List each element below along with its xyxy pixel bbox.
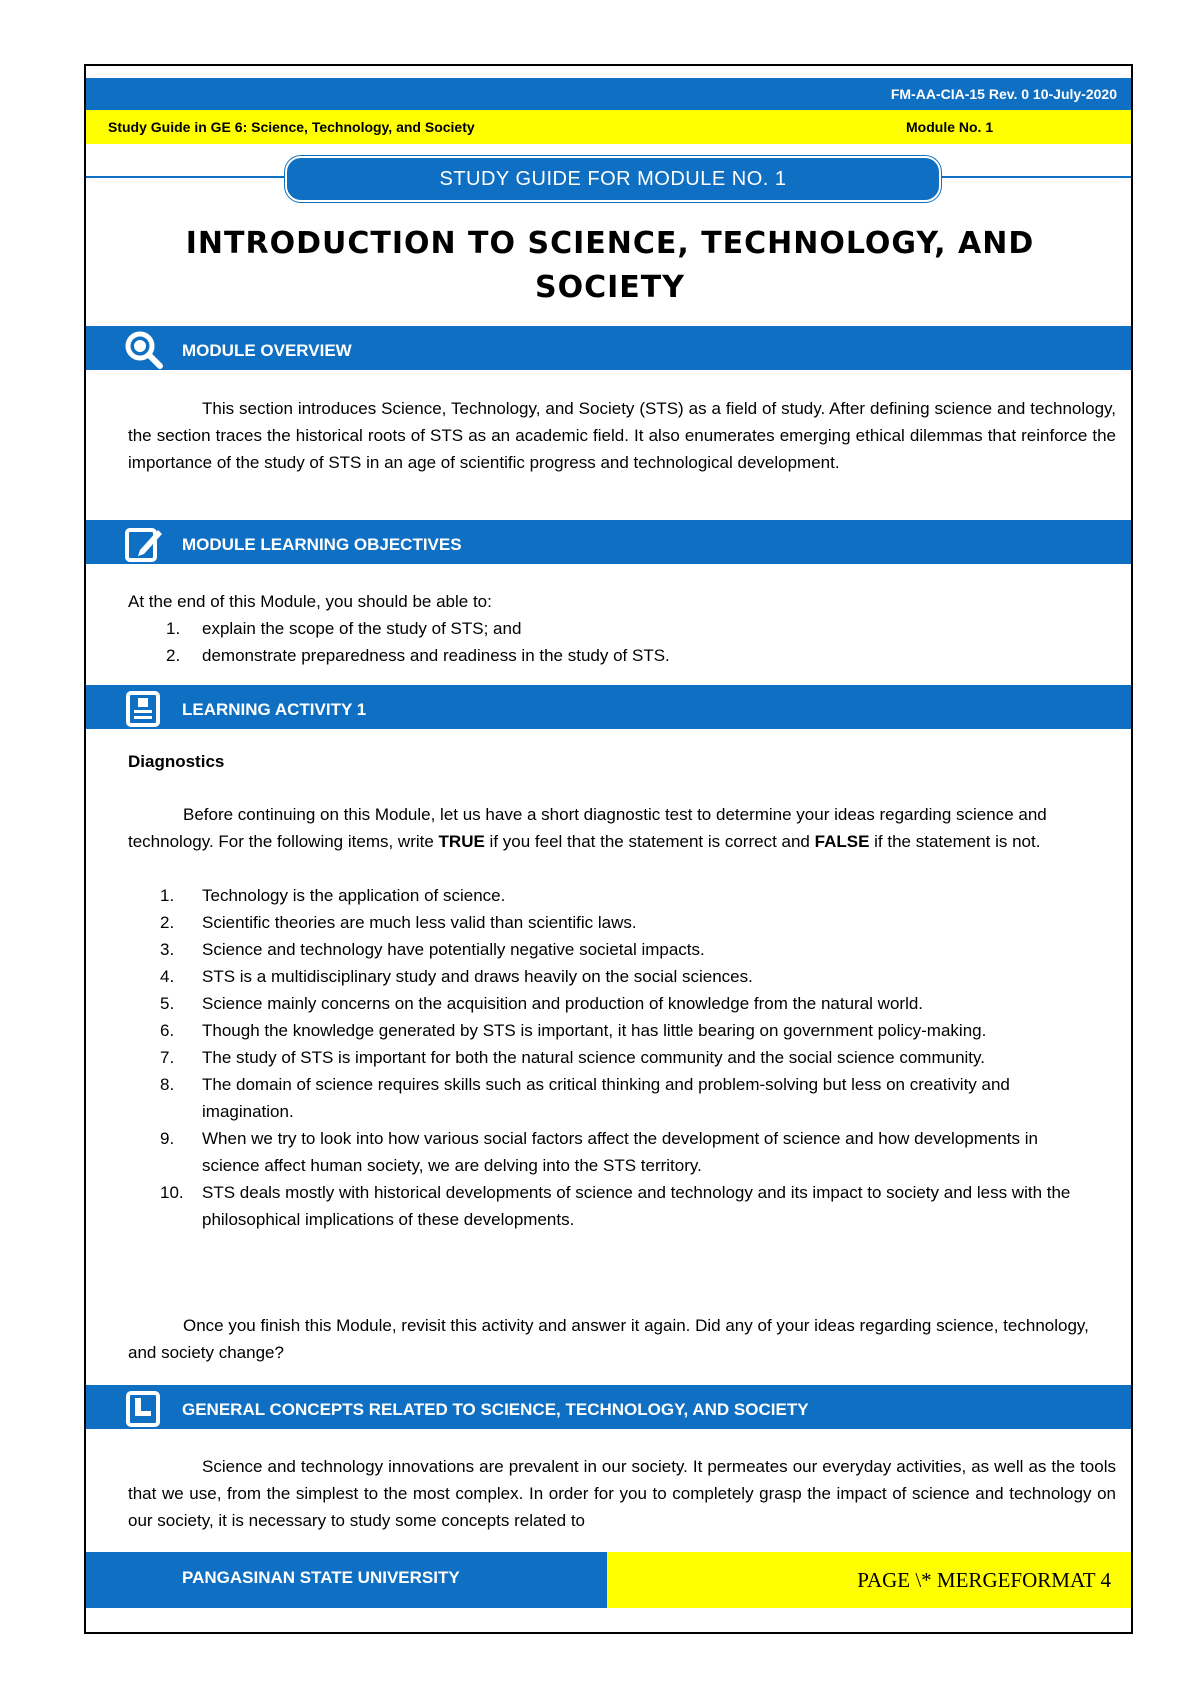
list-item — [128, 1017, 1088, 1044]
list-item — [128, 936, 1088, 963]
page-title-line-1: INTRODUCTION TO SCIENCE, TECHNOLOGY, AND — [185, 226, 1035, 261]
study-guide-banner — [285, 156, 941, 202]
list-item-number: 3. — [160, 940, 175, 959]
list-item-number: 1. — [160, 886, 175, 905]
page-icon — [124, 1389, 164, 1429]
list-item — [128, 615, 1088, 642]
module-overview-body: This section introduces Science, Technology, and Society (STS) as a field of study. After defining science and technology, the section traces the historical roots of STS as an academic field. It also enumerates emerging ethical dilemmas that reinforce the importance of the study of STS in an age of scientific progress and technological development. — [128, 399, 1116, 472]
list-item-number: 5. — [160, 994, 175, 1013]
general-concepts-heading: GENERAL CONCEPTS RELATED TO SCIENCE, TECHNOLOGY, AND SOCIETY — [182, 1400, 809, 1419]
list-item — [128, 963, 1088, 990]
diagnostics-intro-part-2: if you feel that the statement is correct and — [484, 832, 815, 851]
learning-objectives-heading: MODULE LEARNING OBJECTIVES — [182, 535, 462, 554]
study-guide-banner-label: STUDY GUIDE FOR MODULE NO. 1 — [439, 167, 787, 190]
activity-closing-text: Once you finish this Module, revisit this activity and answer it again. Did any of your ideas regarding science, technology, and society change? — [128, 1316, 1089, 1362]
list-item-number: 4. — [160, 967, 175, 986]
list-item — [128, 909, 1088, 936]
list-item-text: Science and technology have potentially negative societal impacts. — [202, 940, 705, 959]
list-item-number: 6. — [160, 1021, 175, 1040]
learning-activity-heading: LEARNING ACTIVITY 1 — [182, 700, 367, 719]
page-number-field: PAGE \* MERGEFORMAT 4 — [857, 1568, 1111, 1592]
list-item-text: Technology is the application of science. — [202, 886, 506, 905]
list-item-text: demonstrate preparedness and readiness in the study of STS. — [202, 646, 670, 665]
list-item — [128, 1179, 1088, 1233]
general-concepts-header — [86, 1385, 1131, 1429]
module-number: Module No. 1 — [906, 119, 994, 135]
objectives-intro: At the end of this Module, you should be able to: — [128, 592, 492, 611]
list-item — [128, 882, 1088, 909]
list-item — [128, 642, 1088, 669]
list-item-text: STS is a multidisciplinary study and draws heavily on the social sciences. — [202, 967, 753, 986]
page-title — [120, 222, 1100, 310]
list-item-number: 2. — [160, 913, 175, 932]
list-item — [128, 990, 1088, 1017]
document-icon — [124, 689, 164, 729]
edit-icon — [124, 524, 164, 564]
list-item-number: 1. — [166, 619, 181, 638]
diagnostics-intro-part-1: Before continuing on this Module, let us have a short diagnostic test to determine your ideas regarding science and technology. For the following items, write — [128, 805, 1047, 851]
list-item — [128, 1044, 1088, 1071]
form-code: FM-AA-CIA-15 Rev. 0 10-July-2020 — [890, 86, 1117, 102]
university-name: PANGASINAN STATE UNIVERSITY — [182, 1568, 460, 1587]
true-keyword: TRUE — [438, 832, 485, 851]
diagnostics-intro-part-3: if the statement is not. — [869, 832, 1041, 851]
page-title-line-2: SOCIETY — [535, 270, 685, 305]
list-item-text: STS deals mostly with historical developments of science and technology and its impact to society and less with the philosophical implications of these developments. — [202, 1183, 1071, 1229]
list-item-text: Science mainly concerns on the acquisition and production of knowledge from the natural world. — [202, 994, 924, 1013]
list-item-number: 2. — [166, 646, 181, 665]
list-item-text: The study of STS is important for both the natural science community and the social science community. — [202, 1048, 985, 1067]
activity-closing — [128, 1312, 1116, 1366]
magnifier-icon — [124, 330, 164, 370]
banner-rule-left — [86, 176, 291, 178]
list-item-number: 7. — [160, 1048, 175, 1067]
list-item — [128, 1071, 1088, 1125]
diagnostic-items — [128, 882, 1088, 1233]
guide-title-bar — [86, 110, 1131, 144]
general-concepts-text — [128, 1453, 1116, 1534]
diagnostics-heading: Diagnostics — [128, 752, 225, 771]
list-item-number: 8. — [160, 1075, 175, 1094]
list-item-number: 9. — [160, 1129, 175, 1148]
list-item — [128, 1125, 1088, 1179]
diagnostics-intro — [128, 801, 1116, 855]
footer-university-bar — [86, 1552, 607, 1608]
list-item-number: 10. — [160, 1183, 184, 1202]
objectives-list — [128, 615, 1088, 669]
module-overview-text — [128, 395, 1116, 476]
list-item-text: Though the knowledge generated by STS is important, it has little bearing on government policy-making. — [202, 1021, 987, 1040]
module-overview-header — [86, 326, 1131, 370]
list-item-text: explain the scope of the study of STS; and — [202, 619, 522, 638]
learning-objectives-header — [86, 520, 1131, 564]
guide-title: Study Guide in GE 6: Science, Technology, and Society — [108, 119, 475, 135]
learning-activity-header — [86, 685, 1131, 729]
list-item-text: Scientific theories are much less valid than scientific laws. — [202, 913, 637, 932]
banner-rule-right — [931, 176, 1131, 178]
module-overview-heading: MODULE OVERVIEW — [182, 341, 352, 360]
general-concepts-body: Science and technology innovations are prevalent in our society. It permeates our everyday activities, as well as the tools that we use, from the simplest to the most complex. In order for you to completely grasp the impact of science and technology on our society, it is necessary to study some concepts related to — [128, 1457, 1116, 1530]
list-item-text: The domain of science requires skills such as critical thinking and problem-solving but less on creativity and imagination. — [202, 1075, 1010, 1121]
list-item-text: When we try to look into how various social factors affect the development of science and how developments in science affect human society, we are delving into the STS territory. — [202, 1129, 1038, 1175]
footer-page-bar — [607, 1552, 1131, 1608]
form-code-bar — [86, 78, 1131, 110]
false-keyword: FALSE — [814, 832, 870, 851]
